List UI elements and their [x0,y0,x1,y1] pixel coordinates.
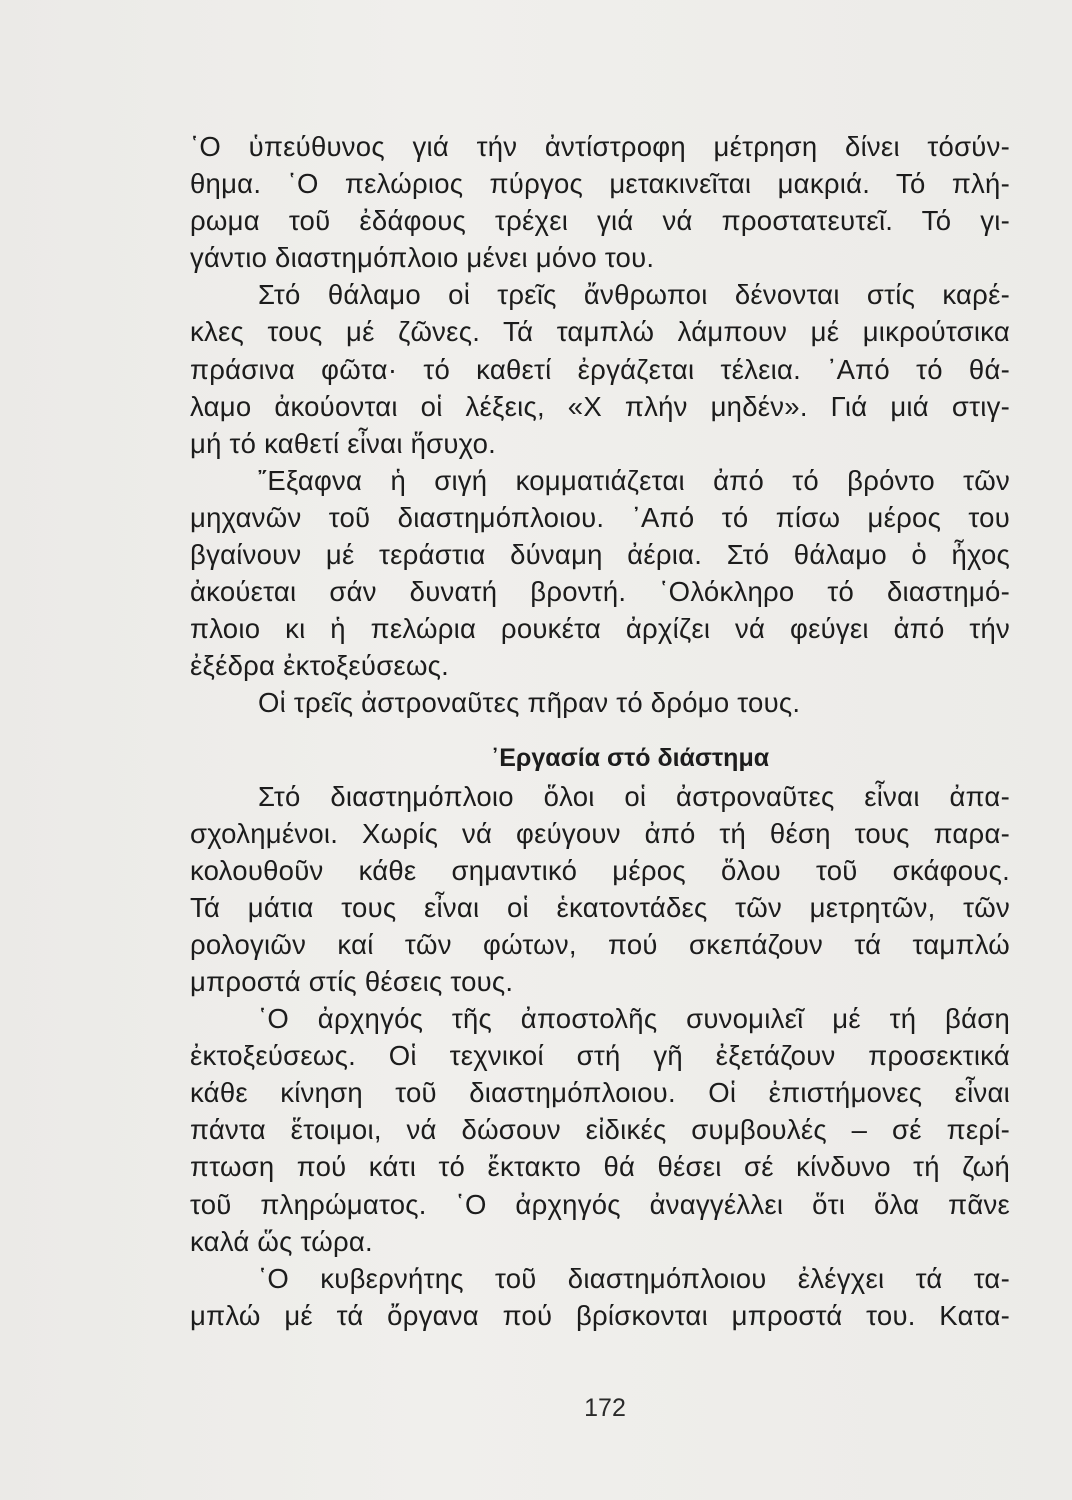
section-heading: ᾿Εργασία στό διάστημα [490,743,770,772]
page-number: 172 [584,1394,626,1422]
text-line: θημα. ῾Ο πελώριος πύργος μετακινεῖται μακριά. Τό πλή- [190,168,1010,200]
text-line: ἐξέδρα ἐκτοξεύσεως. [190,650,450,682]
body-text [190,128,1010,1334]
text-line: Τά μάτια τους εἶναι οἱ ἑκατοντάδες τῶν μετρητῶν, τῶν [190,891,1010,923]
text-line: τοῦ πληρώματος. ῾Ο ἀρχηγός ἀναγγέλλει ὅτι ὅλα πᾶνε [190,1188,1010,1220]
text-line: λαμο ἀκούονται οἱ λέξεις, «Χ πλήν μηδέν». Γιά μιά στιγ- [190,390,1010,422]
text-line: ρολογιῶν καί τῶν φώτων, πού σκεπάζουν τά ταμπλώ [190,928,1010,960]
text-line: ρωμα τοῦ ἐδάφους τρέχει γιά νά προστατευτεῖ. Τό γι- [190,205,1010,237]
paragraph [190,128,1010,276]
text-line: κάθε κίνηση τοῦ διαστημόπλοιου. Οἱ ἐπιστήμονες εἶναι [190,1077,1010,1109]
text-line: Στό διαστημόπλοιο ὅλοι οἱ ἀστροναῦτες εἶναι ἀπα- [258,780,1010,812]
text-line: καλά ὥς τώρα. [190,1225,373,1257]
paragraph [190,276,1010,461]
paragraph [190,684,1010,721]
text-line: μηχανῶν τοῦ διαστημόπλοιου. ᾿Από τό πίσω μέρος του [190,501,1010,533]
text-line: κολουθοῦν κάθε σημαντικό μέρος ὅλου τοῦ σκάφους. [190,854,1010,886]
text-line: σχολημένοι. Χωρίς νά φεύγουν ἀπό τή θέση τους παρα- [190,817,1010,849]
text-line: ἀκούεται σάν δυνατή βροντή. ῾Ολόκληρο τό διαστημό- [190,576,1010,608]
text-line: βγαίνουν μέ τεράστια δύναμη ἀέρια. Στό θάλαμο ὁ ἦχος [190,539,1010,571]
paragraph [190,1000,1010,1260]
paragraph [190,462,1010,685]
text-line: ῎Εξαφνα ἡ σιγή κομματιάζεται ἀπό τό βρόντο τῶν [258,464,1010,496]
text-line: μή τό καθετί εἶναι ἥσυχο. [190,427,497,459]
text-line: ῾Ο ἀρχηγός τῆς ἀποστολῆς συνομιλεῖ μέ τή βάση [258,1003,1010,1035]
text-line: πλοιο κι ἡ πελώρια ρουκέτα ἀρχίζει νά φεύγει ἀπό τήν [190,613,1010,645]
text-line: μπλώ μέ τά ὄργανα πού βρίσκονται μπροστά του. Κατα- [190,1299,1010,1331]
paragraph [190,778,1010,1001]
text-line: γάντιο διαστημόπλοιο μένει μόνο του. [190,242,655,274]
paragraph [190,1260,1010,1334]
text-line: Στό θάλαμο οἱ τρεῖς ἄνθρωποι δένονται στίς καρέ- [258,279,1010,311]
text-line: πτωση πού κάτι τό ἔκτακτο θά θέσει σέ κίνδυνο τή ζωή [190,1151,1010,1183]
text-line: ῾Ο ὑπεύθυνος γιά τήν ἀντίστροφη μέτρηση δίνει τόσύν- [190,131,1010,162]
text-line: μπροστά στίς θέσεις τους. [190,965,514,997]
text-line: πράσινα φῶτα· τό καθετί ἐργάζεται τέλεια. ᾿Από τό θά- [190,353,1010,385]
text-line: Οἱ τρεῖς ἀστροναῦτες πῆραν τό δρόμο τους. [258,687,801,719]
text-line: πάντα ἕτοιμοι, νά δώσουν εἰδικές συμβουλές – σέ περί- [190,1114,1010,1146]
text-line: ἐκτοξεύσεως. Οἱ τεχνικοί στή γῆ ἐξετάζουν προσεκτικά [190,1040,1010,1072]
text-line: κλες τους μέ ζῶνες. Τά ταμπλώ λάμπουν μέ μικρούτσικα [190,316,1010,348]
text-line: ῾Ο κυβερνήτης τοῦ διαστημόπλοιου ἐλέγχει τά τα- [258,1262,1010,1294]
